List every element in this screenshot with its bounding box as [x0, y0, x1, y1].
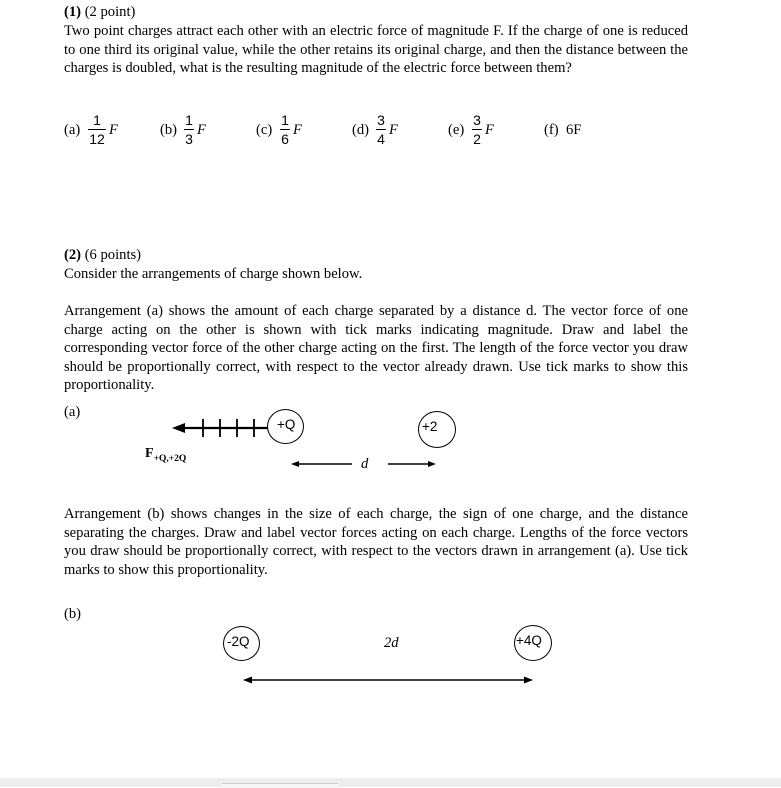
distance-arrowhead-2d-right [524, 677, 533, 684]
distance-label-d: d [361, 456, 369, 472]
option-f-value: 6F [566, 122, 582, 138]
page-footer-bar [0, 778, 781, 787]
q2-para-b: Arrangement (b) shows changes in the size of each charge, the sign of one charge, and the distance separating the charges. Draw and label vector forces acting on each charge. Lengths of the force vectors you draw should be proportionally correct, with respect to the vectors drawn in arrangement (a). Use tick marks to show this proportionality. [64, 506, 688, 578]
option-b-label: (b) [160, 122, 178, 138]
q2-number: (2) [64, 247, 82, 263]
option-e-label: (e) [448, 122, 465, 138]
q2-para-a: Arrangement (a) shows the amount of each charge separated by a distance d. The vector force of one charge acting on the other is shown with tick marks indicating magnitude. Draw and label the corresponding vector force of the other charge acting on the first. The length of the force vector you draw should be proportionally correct, with respect to the vector already drawn. Use tick marks to show this proportionality. [64, 303, 688, 394]
option-c-fraction: 1 6 [281, 112, 289, 147]
option-a-label: (a) [64, 122, 81, 138]
page-footer-tab [222, 783, 338, 788]
option-c-label: (c) [256, 122, 273, 138]
option-f-label: (f) [544, 122, 559, 138]
charge-minus-2q: -2Q [223, 626, 260, 661]
arrangement-a-label: (a) [64, 404, 81, 420]
q1-text: Two point charges attract each other with an electric force of magnitude F. If the charge of one is reduced to one third its original value, while the other retains its original charge, and then the distance between the charges is doubled, what is the resulting magnitude of the electric force between them? [64, 23, 688, 77]
option-d-fraction: 3 4 [377, 112, 385, 147]
distance-arrowhead-right [428, 461, 436, 467]
charge-plus-4q: +4Q [514, 625, 552, 661]
option-d-label: (d) [352, 122, 370, 138]
distance-arrowhead-left [291, 461, 299, 467]
option-a-fraction: 1 12 [89, 112, 105, 147]
q2-intro: Consider the arrangements of charge shown below. [64, 266, 363, 282]
option-b-fraction: 1 3 [185, 112, 193, 147]
charge-plus-q: +Q [267, 409, 304, 444]
force-label: $F_{+Q,+2Q}$ [145, 446, 187, 464]
q1-points: (2 point) [84, 4, 136, 20]
q1-number: (1) [64, 4, 82, 20]
option-e-fraction: 3 2 [473, 112, 481, 147]
charge-plus-2q: +2 [418, 411, 456, 448]
distance-label-2d: 2d [384, 635, 399, 651]
arrangement-b-label: (b) [64, 606, 82, 622]
force-vector-arrowhead [172, 423, 185, 433]
distance-arrowhead-2d-left [243, 677, 252, 684]
q2-points: (6 points) [84, 247, 142, 263]
